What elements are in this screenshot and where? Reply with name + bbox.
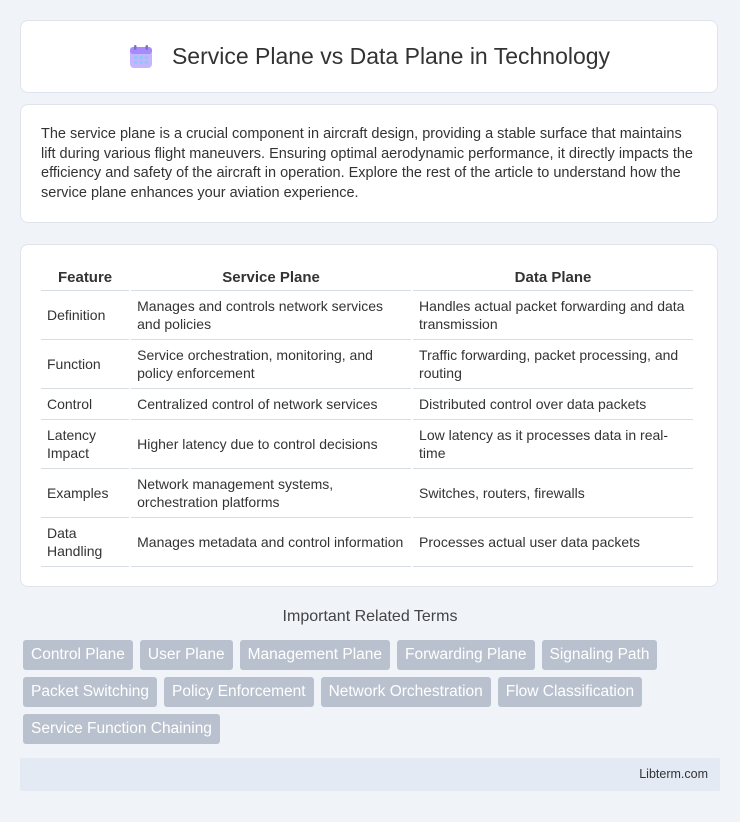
related-terms-title: Important Related Terms bbox=[282, 608, 458, 625]
row-service-plane: Network management systems, orchestration platforms bbox=[131, 469, 411, 518]
row-service-plane: Higher latency due to control decisions bbox=[131, 420, 411, 469]
row-data-plane: Low latency as it processes data in real-time bbox=[413, 420, 693, 469]
comparison-table bbox=[39, 265, 695, 567]
header-service-plane: Service Plane bbox=[131, 265, 411, 291]
tag-control-plane[interactable]: Control Plane bbox=[23, 640, 133, 670]
comparison-table-card bbox=[20, 244, 718, 587]
row-feature: Examples bbox=[41, 469, 129, 518]
tag-packet-switching[interactable]: Packet Switching bbox=[23, 677, 157, 707]
intro-card bbox=[20, 104, 718, 223]
row-data-plane: Distributed control over data packets bbox=[413, 389, 693, 420]
table-row bbox=[41, 340, 693, 389]
page-title: Service Plane vs Data Plane in Technology bbox=[171, 43, 611, 69]
row-data-plane: Traffic forwarding, packet processing, and routing bbox=[413, 340, 693, 389]
footer-site-link[interactable]: Libterm.com bbox=[639, 767, 708, 781]
row-data-plane: Switches, routers, firewalls bbox=[413, 469, 693, 518]
tag-network-orchestration[interactable]: Network Orchestration bbox=[321, 677, 491, 707]
footer bbox=[20, 758, 720, 791]
row-service-plane: Service orchestration, monitoring, and policy enforcement bbox=[131, 340, 411, 389]
row-feature: Control bbox=[41, 389, 129, 420]
tag-forwarding-plane[interactable]: Forwarding Plane bbox=[397, 640, 534, 670]
row-data-plane: Handles actual packet forwarding and data transmission bbox=[413, 291, 693, 340]
tag-flow-classification[interactable]: Flow Classification bbox=[498, 677, 642, 707]
row-feature: Definition bbox=[41, 291, 129, 340]
row-feature: Function bbox=[41, 340, 129, 389]
tag-service-function-chaining[interactable]: Service Function Chaining bbox=[23, 714, 220, 744]
related-terms-list bbox=[23, 640, 723, 744]
title-wrap bbox=[128, 43, 610, 70]
row-data-plane: Processes actual user data packets bbox=[413, 518, 693, 567]
table-row bbox=[41, 389, 693, 420]
row-service-plane: Centralized control of network services bbox=[131, 389, 411, 420]
row-feature: Data Handling bbox=[41, 518, 129, 567]
row-service-plane: Manages metadata and control information bbox=[131, 518, 411, 567]
tag-user-plane[interactable]: User Plane bbox=[140, 640, 233, 670]
table-row bbox=[41, 420, 693, 469]
calendar-grid-icon bbox=[128, 44, 154, 70]
row-feature: Latency Impact bbox=[41, 420, 129, 469]
table-row bbox=[41, 469, 693, 518]
tag-management-plane[interactable]: Management Plane bbox=[240, 640, 390, 670]
header-feature: Feature bbox=[41, 265, 129, 291]
row-service-plane: Manages and controls network services and policies bbox=[131, 291, 411, 340]
table-row bbox=[41, 291, 693, 340]
tag-policy-enforcement[interactable]: Policy Enforcement bbox=[164, 677, 314, 707]
tag-signaling-path[interactable]: Signaling Path bbox=[542, 640, 658, 670]
intro-paragraph: The service plane is a crucial component in aircraft design, providing a stable surface that maintains lift during various flight maneuvers. Ensuring optimal aerodynamic performance, it directly impacts the efficiency and safety of the aircraft in operation. Explore the rest of the article to understand how the service plane enhances your aviation experience. bbox=[41, 126, 693, 201]
table-header-row bbox=[41, 265, 693, 291]
header-data-plane: Data Plane bbox=[413, 265, 693, 291]
table-row bbox=[41, 518, 693, 567]
header-card bbox=[20, 20, 718, 93]
